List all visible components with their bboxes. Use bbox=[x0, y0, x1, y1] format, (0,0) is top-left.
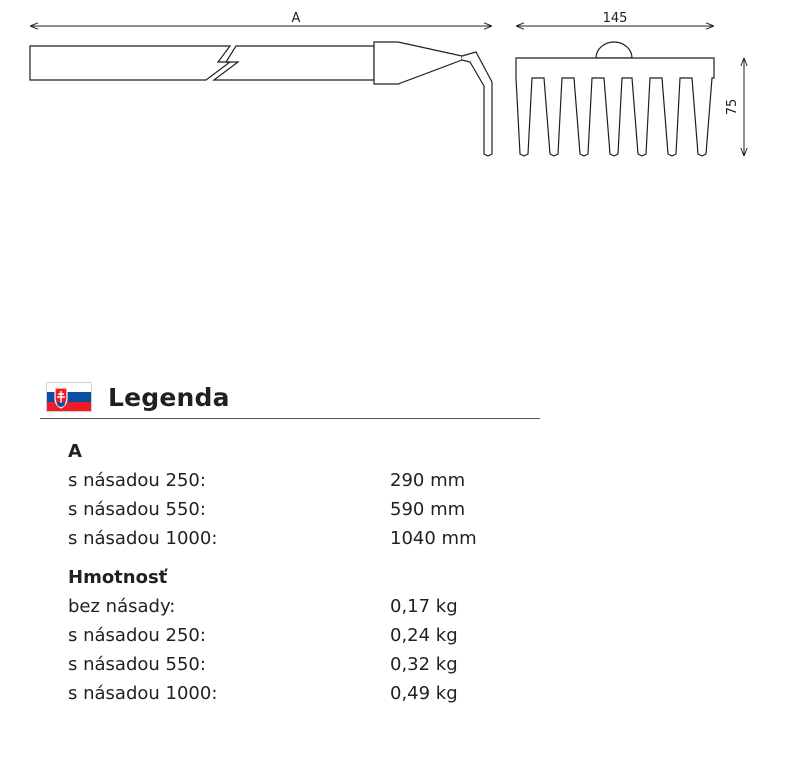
list-item bbox=[68, 495, 528, 524]
rake-side-view bbox=[30, 42, 492, 156]
list-item bbox=[68, 679, 528, 708]
row-label: s násadou 1000: bbox=[68, 528, 218, 549]
legend-header bbox=[40, 376, 540, 418]
row-label: s násadou 250: bbox=[68, 625, 206, 646]
rake-front-view bbox=[516, 42, 714, 156]
list-item bbox=[68, 621, 528, 650]
dimension-width-label: 145 bbox=[602, 11, 628, 26]
row-value: 0,17 kg bbox=[390, 596, 458, 617]
row-value: 0,49 kg bbox=[390, 683, 458, 704]
slovak-flag-icon bbox=[46, 382, 92, 412]
rake-technical-drawing bbox=[0, 0, 800, 200]
row-value: 590 mm bbox=[390, 499, 466, 520]
legend-panel bbox=[40, 376, 540, 704]
row-label: bez násady: bbox=[68, 596, 176, 617]
row-label: s násadou 250: bbox=[68, 470, 206, 491]
row-value: 0,24 kg bbox=[390, 625, 458, 646]
dimension-a-label: A bbox=[291, 11, 301, 26]
dimension-a bbox=[30, 11, 492, 26]
row-label: s násadou 1000: bbox=[68, 683, 218, 704]
dimension-width bbox=[516, 11, 714, 26]
row-label: s násadou 550: bbox=[68, 499, 206, 520]
section-title: Hmotnosť bbox=[68, 567, 168, 588]
section-weight bbox=[68, 564, 528, 708]
section-dimension-a bbox=[68, 438, 528, 553]
legend-title: Legenda bbox=[108, 382, 230, 412]
row-label: s násadou 550: bbox=[68, 654, 206, 675]
list-item bbox=[68, 524, 528, 553]
section-title: A bbox=[68, 441, 82, 462]
list-item bbox=[68, 466, 528, 495]
list-item bbox=[68, 592, 528, 621]
row-value: 0,32 kg bbox=[390, 654, 458, 675]
legend-divider bbox=[40, 418, 540, 419]
row-value: 290 mm bbox=[390, 470, 466, 491]
dimension-height-label: 75 bbox=[725, 98, 740, 116]
list-item bbox=[68, 650, 528, 679]
row-value: 1040 mm bbox=[390, 528, 477, 549]
dimension-height bbox=[725, 58, 744, 156]
